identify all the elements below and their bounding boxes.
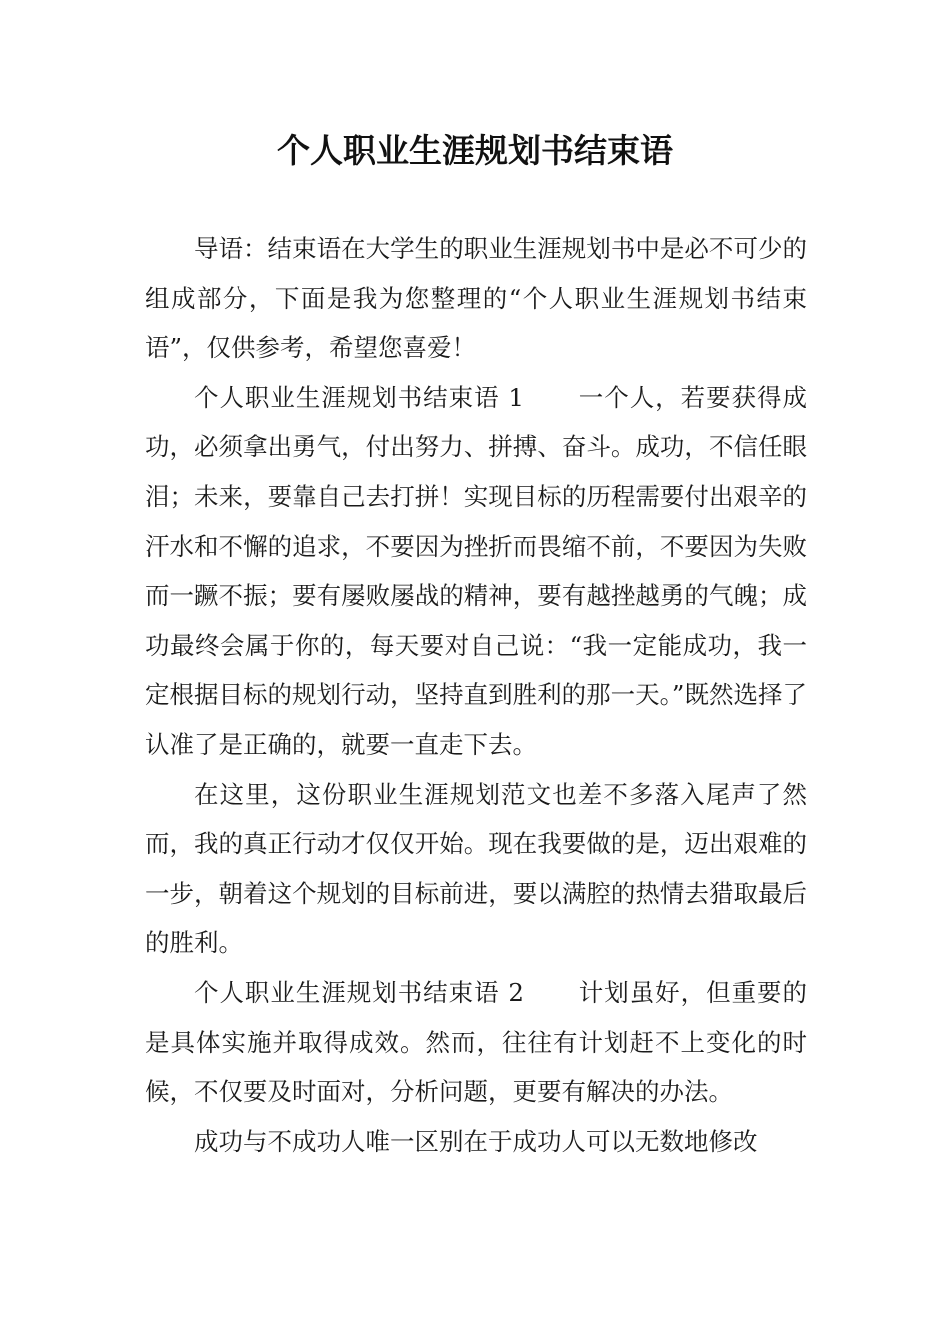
- section-2-heading: 个人职业生涯规划书结束语 2: [194, 977, 524, 1007]
- document-body: [145, 224, 807, 1166]
- intro-text: 导语：结束语在大学生的职业生涯规划书中是必不可少的组成部分，下面是我为您整理的“个人职业生涯规划书结束语”，仅供参考，希望您喜爱！: [145, 234, 807, 363]
- intro-paragraph: [145, 224, 807, 373]
- section-2-paragraph: [145, 968, 807, 1117]
- final-paragraph: [145, 1117, 807, 1167]
- section-1-paragraph: [145, 373, 807, 770]
- closing-text: 在这里，这份职业生涯规划范文也差不多落入尾声了然而，我的真正行动才仅仅开始。现在我要做的是，迈出艰难的一步，朝着这个规划的目标前进，要以满腔的热情去猎取最后的胜利。: [145, 779, 807, 958]
- closing-paragraph: [145, 770, 807, 968]
- section-2-text: 计划虽好，但重要的是具体实施并取得成效。然而，往往有计划赶不上变化的时候，不仅要及时面对，分析问题，更要有解决的办法。: [145, 977, 807, 1107]
- document-title: 个人职业生涯规划书结束语: [277, 131, 673, 170]
- section-1-heading: 个人职业生涯规划书结束语 1: [194, 382, 524, 412]
- final-text: 成功与不成功人唯一区别在于成功人可以无数地修改: [194, 1126, 758, 1156]
- section-1-text: 一个人，若要获得成功，必须拿出勇气，付出努力、拼搏、奋斗。成功，不信任眼泪；未来，要靠自己去打拼！实现目标的历程需要付出艰辛的汗水和不懈的追求，不要因为挫折而畏缩不前，不要因为失败而一蹶不振；要有屡败屡战的精神，要有越挫越勇的气魄；成功最终会属于你的，每天要对自己说：“我一定能成功，我一定根据目标的规划行动，坚持直到胜利的那一天。”既然选择了认准了是正确的，就要一直走下去。: [145, 382, 807, 759]
